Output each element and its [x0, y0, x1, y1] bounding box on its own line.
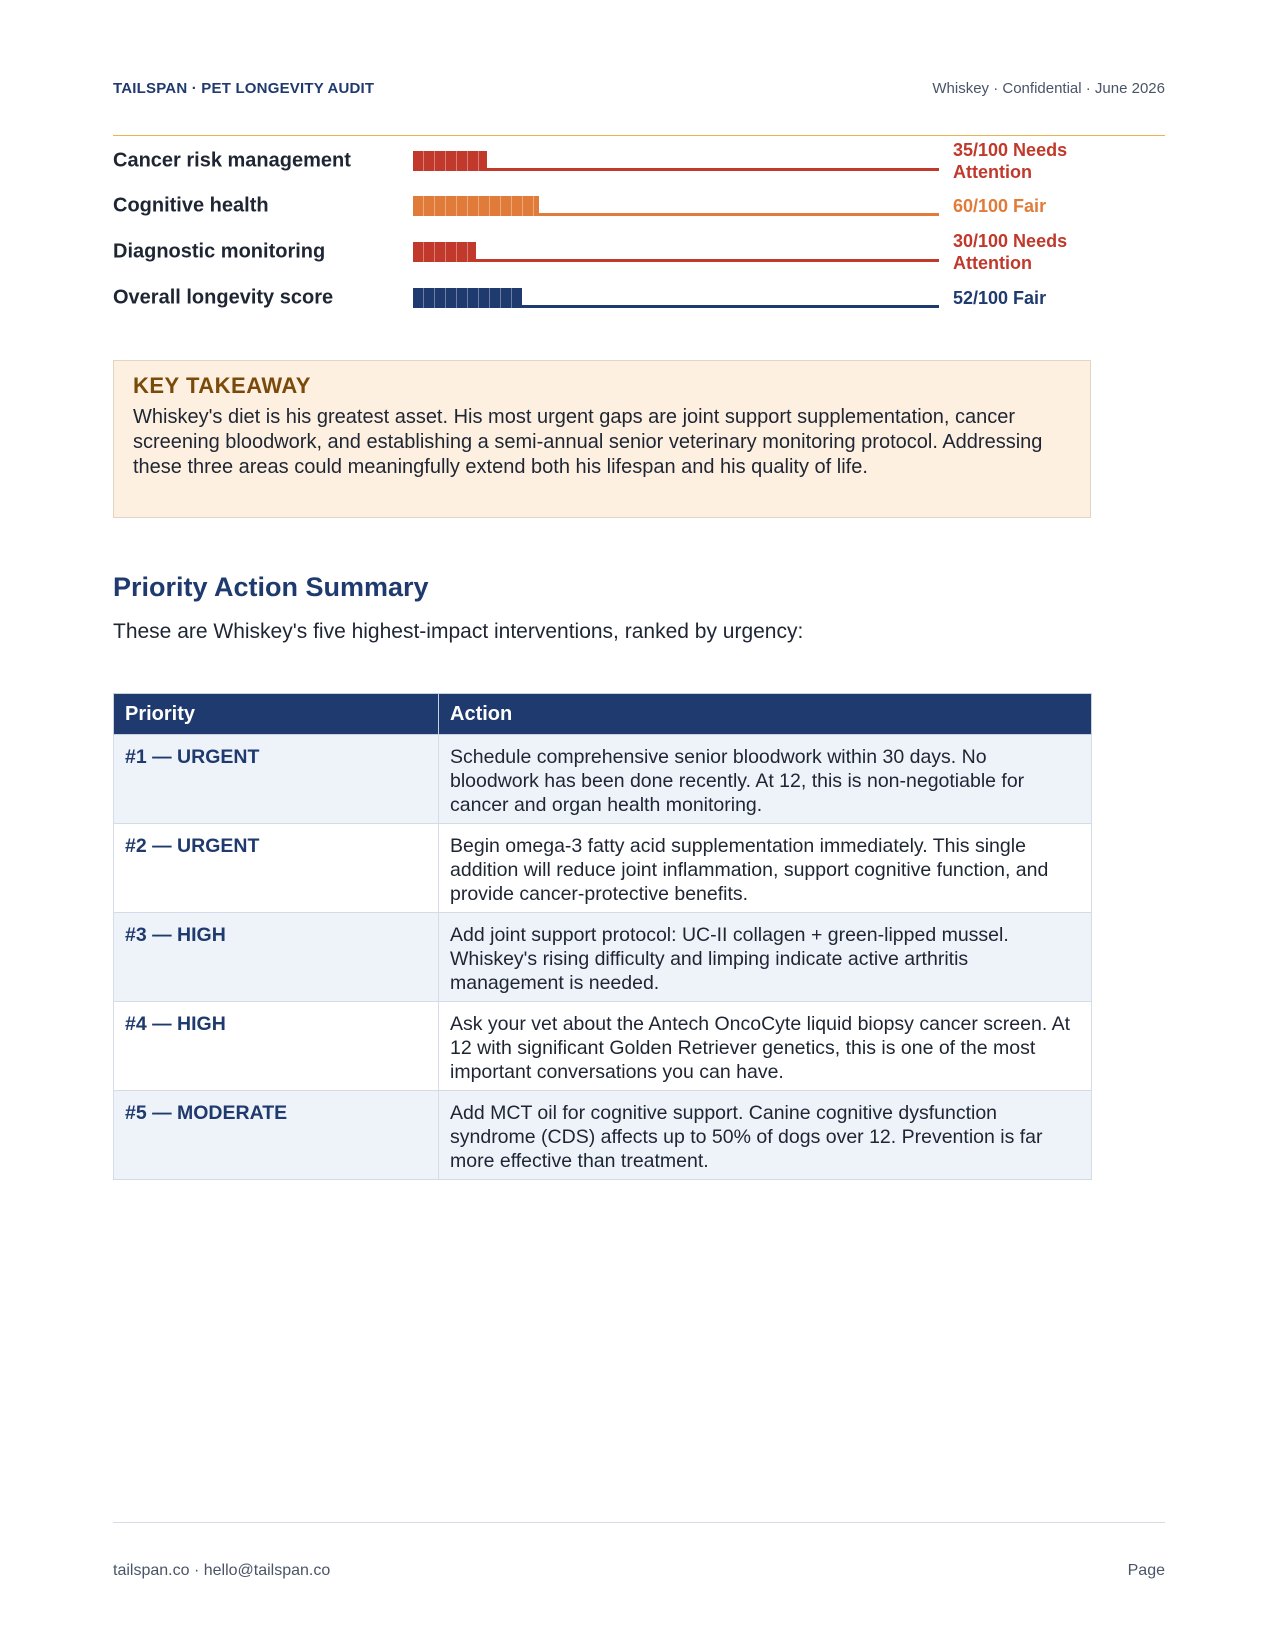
- score-value: 35/100 Needs Attention: [953, 140, 1068, 182]
- score-row-diagnostic: [113, 232, 1113, 272]
- header-divider: [113, 135, 1165, 136]
- priority-cell: #5 — MODERATE: [114, 1091, 439, 1180]
- score-row-cognitive: [113, 186, 1113, 226]
- key-takeaway-callout: [113, 360, 1091, 518]
- priority-cell: #4 — HIGH: [114, 1002, 439, 1091]
- score-value: 52/100 Fair: [953, 288, 1047, 308]
- action-cell: Add MCT oil for cognitive support. Canine cognitive dysfunction syndrome (CDS) affects up to 50% of dogs over 12. Prevention is far more effective than treatment.: [439, 1091, 1092, 1180]
- table-row: [114, 824, 1092, 913]
- score-bar: [413, 151, 939, 171]
- footer-divider: [113, 1522, 1165, 1523]
- score-bar-fill: [413, 151, 487, 171]
- score-bar: [413, 242, 939, 262]
- action-cell: Begin omega-3 fatty acid supplementation immediately. This single addition will reduce joint inflammation, support cognitive function, and provide cancer-protective benefits.: [439, 824, 1092, 913]
- takeaway-body: Whiskey's diet is his greatest asset. His most urgent gaps are joint support supplementation, cancer screening bloodwork, and establishing a semi-annual senior veterinary monitoring protocol. Addressing these three areas could meaningfully extend both his lifespan and his quality of life.: [133, 406, 1043, 478]
- score-row-overall: [113, 278, 1113, 318]
- page-footer: [113, 1562, 1165, 1580]
- score-label: Diagnostic monitoring: [113, 240, 326, 263]
- brand-title: TAILSPAN · PET LONGEVITY AUDIT: [113, 80, 375, 97]
- page-header: [113, 80, 1165, 97]
- table-row: [114, 1091, 1092, 1180]
- priority-cell: #3 — HIGH: [114, 913, 439, 1002]
- score-bar-fill: [413, 196, 539, 216]
- score-bar-fill: [413, 242, 476, 262]
- score-value: 30/100 Needs Attention: [953, 231, 1068, 273]
- score-value: 60/100 Fair: [953, 196, 1047, 216]
- table-row: [114, 1002, 1092, 1091]
- score-bar-track: [413, 259, 939, 262]
- score-bar: [413, 288, 939, 308]
- score-label: Cancer risk management: [113, 149, 351, 172]
- score-bar: [413, 196, 939, 216]
- section-intro: These are Whiskey's five highest-impact interventions, ranked by urgency:: [113, 620, 804, 643]
- footer-page-label: Page: [1127, 1562, 1165, 1579]
- section-title: Priority Action Summary: [113, 572, 429, 602]
- score-label: Overall longevity score: [113, 286, 334, 309]
- score-bar-track: [413, 168, 939, 171]
- table-header-row: [114, 694, 1092, 735]
- document-meta: Whiskey · Confidential · June 2026: [932, 80, 1165, 97]
- takeaway-title: KEY TAKEAWAY: [133, 373, 311, 398]
- score-bar-fill: [413, 288, 522, 308]
- priority-cell: #1 — URGENT: [114, 735, 439, 824]
- table-row: [114, 735, 1092, 824]
- footer-contact: tailspan.co · hello@tailspan.co: [113, 1562, 331, 1579]
- column-header-priority: Priority: [114, 694, 439, 735]
- priority-cell: #2 — URGENT: [114, 824, 439, 913]
- score-row-cancer: [113, 141, 1113, 181]
- score-label: Cognitive health: [113, 194, 269, 217]
- priority-action-table: [113, 693, 1092, 1180]
- table-row: [114, 913, 1092, 1002]
- action-cell: Schedule comprehensive senior bloodwork within 30 days. No bloodwork has been done recently. At 12, this is non-negotiable for cancer and organ health monitoring.: [439, 735, 1092, 824]
- action-cell: Ask your vet about the Antech OncoCyte liquid biopsy cancer screen. At 12 with significant Golden Retriever genetics, this is one of the most important conversations you can have.: [439, 1002, 1092, 1091]
- action-cell: Add joint support protocol: UC-II collagen + green-lipped mussel. Whiskey's rising difficulty and limping indicate active arthritis management is needed.: [439, 913, 1092, 1002]
- column-header-action: Action: [439, 694, 1092, 735]
